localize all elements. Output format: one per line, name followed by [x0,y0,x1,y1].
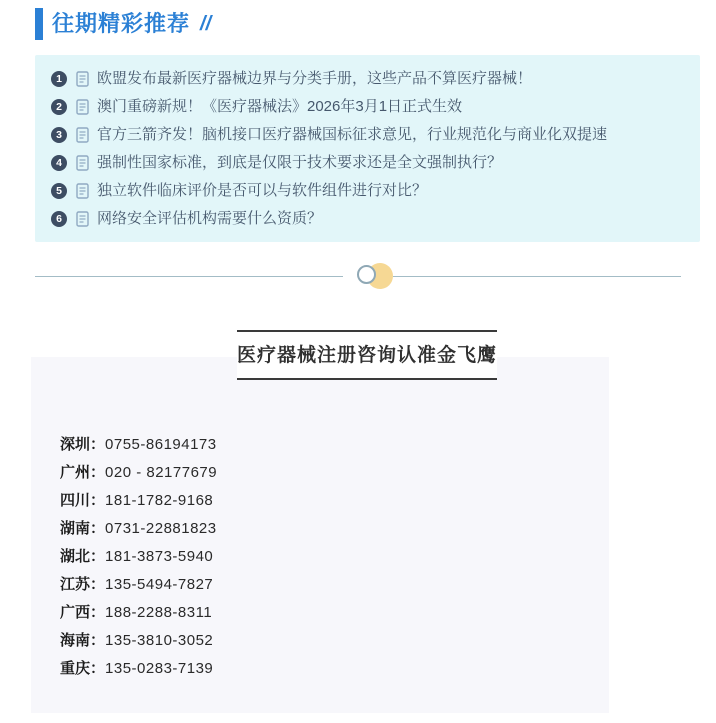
recommend-item-title: 欧盟发布最新医疗器械边界与分类手册，这些产品不算医疗器械！ [97,70,533,87]
outline-circle-icon [357,265,376,284]
section-header-title: 往期精彩推荐 [52,11,191,36]
article-icon [76,71,89,87]
contact-region-label: 深圳： [60,436,106,453]
recommend-item-title: 澳门重磅新规！《医疗器械法》2026年3月1日正式生效 [97,98,463,115]
article-icon [76,127,89,143]
contact-region-label: 海南： [60,632,106,649]
recommend-item-title: 官方三箭齐发！脑机接口医疗器械国标征求意见，行业规范化与商业化双提速 [97,126,608,143]
recommend-item-2[interactable] [51,93,684,121]
number-badge: 4 [51,155,67,171]
recommend-item-5[interactable] [51,177,684,205]
recommend-item-3[interactable] [51,121,684,149]
section-header [35,8,211,40]
contact-row-hunan [60,515,217,543]
contact-row-hainan [60,627,217,655]
recommend-item-title: 网络安全评估机构需要什么资质？ [97,210,323,227]
number-badge: 3 [51,127,67,143]
slashes-decoration: // [200,12,212,35]
contact-row-guangxi [60,599,217,627]
contact-region-label: 湖北： [60,548,106,565]
contact-row-chongqing [60,655,217,683]
contact-region-label: 江苏： [60,576,106,593]
contact-region-label: 重庆： [60,660,106,677]
contact-row-hubei [60,543,217,571]
recommend-list [35,55,700,242]
contact-region-label: 四川： [60,492,106,509]
divider-circles-ornament [357,262,393,290]
number-badge: 6 [51,211,67,227]
contact-phone-number: 135-0283-7139 [105,660,214,677]
recommend-item-1[interactable] [51,65,684,93]
contact-phone-number: 181-1782-9168 [105,492,214,509]
contact-section-title-block [237,330,497,380]
recommend-item-4[interactable] [51,149,684,177]
recommend-item-title: 强制性国家标准，到底是仅限于技术要求还是全文强制执行？ [97,154,503,171]
article-icon [76,211,89,227]
contact-phone-number: 135-3810-3052 [105,632,214,649]
contact-section-title: 医疗器械注册咨询认准金飞鹰 [237,345,498,366]
contact-region-label: 广西： [60,604,106,621]
recommend-item-6[interactable] [51,205,684,233]
contact-phone-number: 135-5494-7827 [105,576,214,593]
article-icon [76,155,89,171]
contact-phone-number: 020 - 82177679 [105,464,218,481]
contact-row-sichuan [60,487,217,515]
recommend-item-title: 独立软件临床评价是否可以与软件组件进行对比？ [97,182,428,199]
number-badge: 1 [51,71,67,87]
contact-phone-number: 0755-86194173 [105,436,217,453]
article-icon [76,99,89,115]
accent-bar [35,8,43,40]
divider-line-left [35,276,343,277]
contact-region-label: 广州： [60,464,106,481]
contact-region-label: 湖南： [60,520,106,537]
contact-list [60,431,217,683]
contact-phone-number: 188-2288-8311 [105,604,213,621]
contact-phone-number: 0731-22881823 [105,520,217,537]
contact-row-shenzhen [60,431,217,459]
article-icon [76,183,89,199]
contact-phone-number: 181-3873-5940 [105,548,214,565]
number-badge: 2 [51,99,67,115]
number-badge: 5 [51,183,67,199]
contact-row-guangzhou [60,459,217,487]
contact-row-jiangsu [60,571,217,599]
section-divider [35,262,681,290]
divider-line-right [393,276,681,277]
